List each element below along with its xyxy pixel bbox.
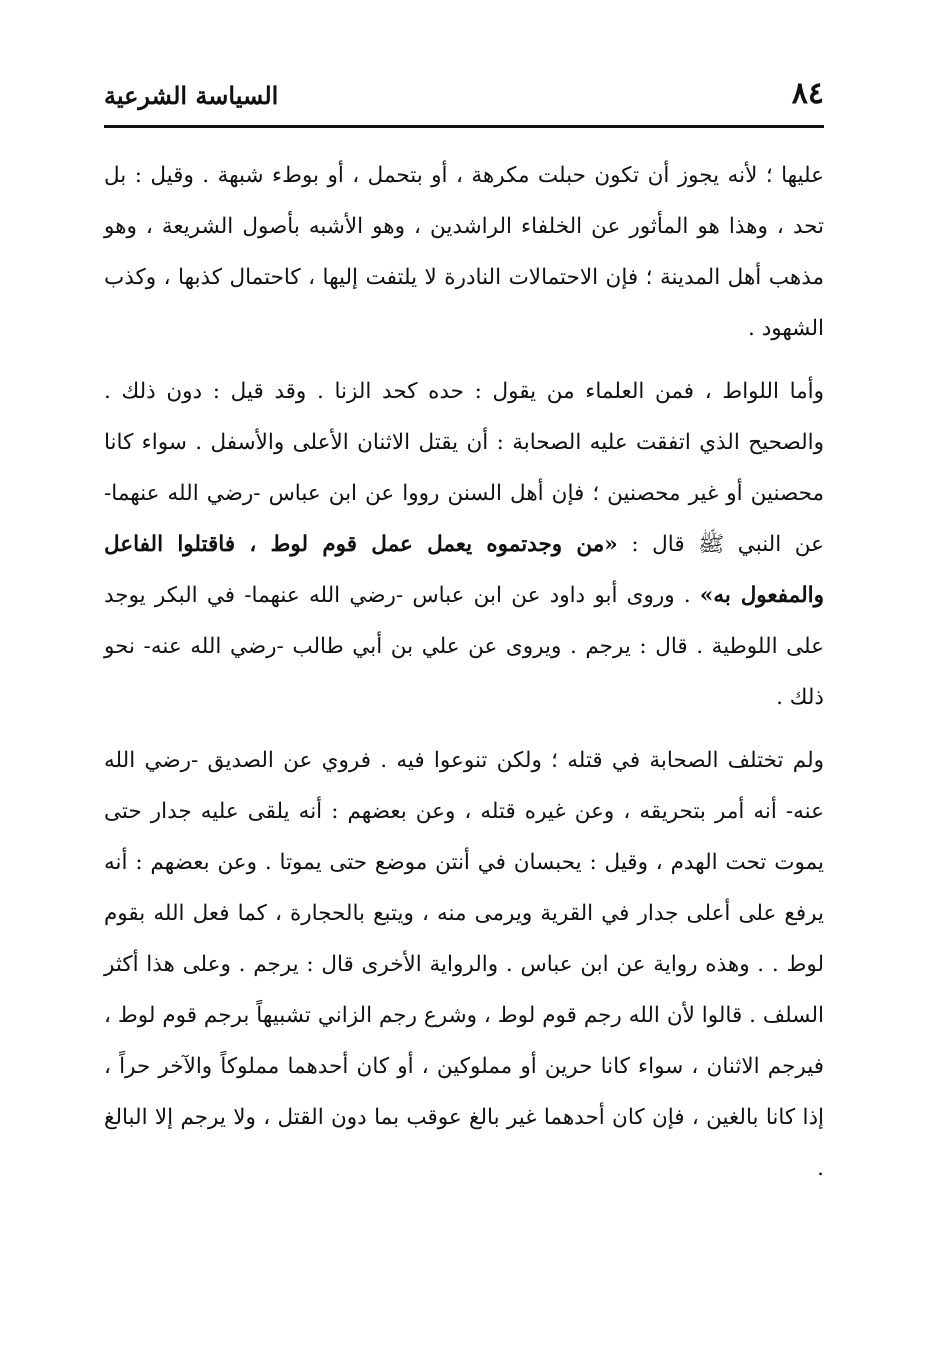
paragraph-3: ولم تختلف الصحابة في قتله ؛ ولكن تنوعوا فيه . فروي عن الصديق -رضي الله عنه- أنه أمر بتحريقه ، وعن غيره قتله ، وعن بعضهم : أنه يلقى عليه جدار حتى يموت تحت الهدم ، وقيل : يحبسان في أنتن موضع حتى يموتا . وعن بعضهم : أنه يرفع على أعلى جدار في القرية ويرمى منه ، ويتبع بالحجارة ، كما فعل الله بقوم لوط . . وهذه رواية عن ابن عباس . والرواية الأخرى قال : يرجم . وعلى هذا أكثر السلف . قالوا لأن الله رجم قوم لوط ، وشرع رجم الزاني تشبيهاً برجم قوم لوط ، فيرجم الاثنان ، سواء كانا حرين أو مملوكين ، أو كان أحدهما مملوكاً والآخر حراً ، إذا كانا بالغين ، فإن كان أحدهما غير بالغ عوقب بما دون القتل ، ولا يرجم إلا البالغ . [104,748,824,1181]
page-header [104,72,824,120]
running-title: السياسة الشرعية [104,81,279,110]
hadith-quote: «من وجدتموه يعمل عمل قوم لوط ، فاقتلوا الفاعل والمفعول به» [104,532,825,608]
header-rule [104,125,824,128]
body-text [104,150,824,1194]
paragraph-2 [104,366,824,723]
paragraph-2-after: . وروى أبو داود عن ابن عباس -رضي الله عنهما- في البكر يوجد على اللوطية . قال : يرجم . ويروى عن علي بن أبي طالب -رضي الله عنه- نحو ذلك . [104,583,824,710]
page-number: ٨٤ [791,76,824,111]
paragraph-1: عليها ؛ لأنه يجوز أن تكون حبلت مكرهة ، أو بتحمل ، أو بوطء شبهة . وقيل : بل تحد ، وهذا هو المأثور عن الخلفاء الراشدين ، وهو الأشبه بأصول الشريعة ، وهو مذهب أهل المدينة ؛ فإن الاحتمالات النادرة لا يلتفت إليها ، كاحتمال كذبها ، وكذب الشهود . [104,163,824,341]
paragraph-2-before: وأما اللواط ، فمن العلماء من يقول : حده كحد الزنا . وقد قيل : دون ذلك . والصحيح الذي اتفقت عليه الصحابة : أن يقتل الاثنان الأعلى والأسفل . سواء كانا محصنين أو غير محصنين ؛ فإن أهل السنن رووا عن ابن عباس -رضي الله عنهما- عن النبي ﷺ قال : [104,379,824,557]
